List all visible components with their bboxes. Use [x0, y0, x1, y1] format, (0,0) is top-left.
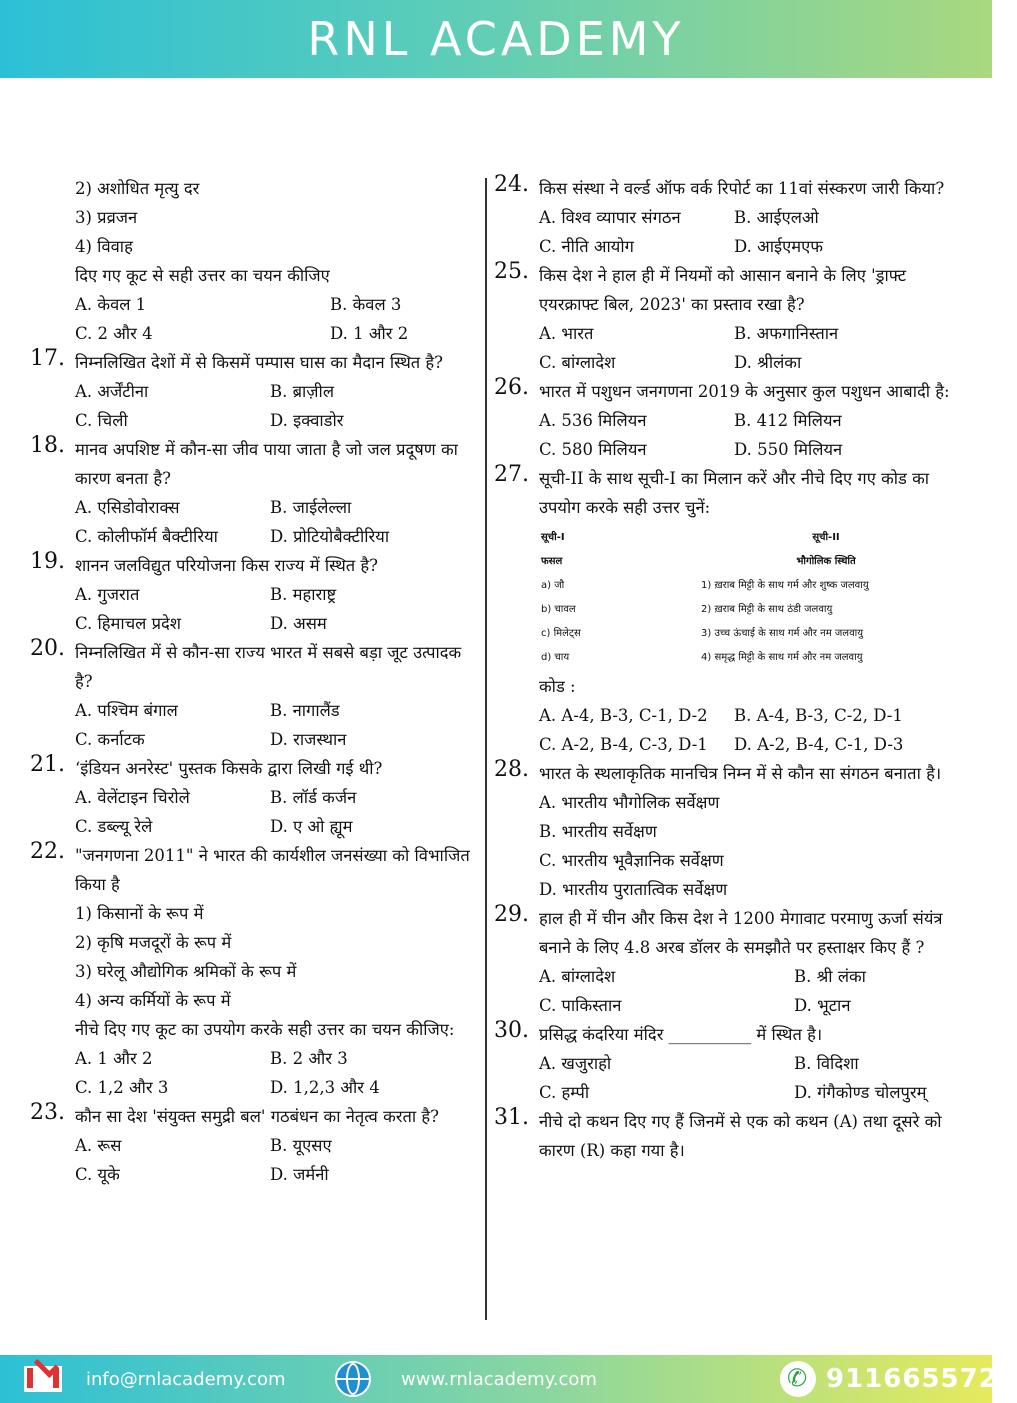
options: [75, 1131, 470, 1189]
question-text: प्रसिद्ध कंदरिया मंदिर __________ में स्थित है।: [539, 1025, 823, 1044]
question-text: शानन जलविद्युत परियोजना किस राज्य में स्थित है?: [75, 556, 379, 575]
question-number: 22.: [30, 839, 65, 864]
question-26: [494, 377, 964, 464]
table-subheader: फसल: [541, 556, 563, 567]
question-19: [30, 551, 470, 638]
question-number: 19.: [30, 549, 65, 574]
cont-line: दिए गए कूट से सही उत्तर का चयन कीजिए: [75, 266, 330, 285]
option: C. हिमाचल प्रदेश: [75, 614, 181, 633]
cont-line: 4) विवाह: [75, 237, 133, 256]
email-contact[interactable]: [24, 1355, 286, 1403]
option: C. 580 मिलियन: [539, 440, 647, 459]
statement: 4) अन्य कर्मियों के रूप में: [75, 991, 231, 1010]
option: B. जाईलेल्ला: [270, 498, 352, 517]
header-banner: [0, 0, 992, 78]
question-number: 23.: [30, 1100, 65, 1125]
question-number: 30.: [494, 1018, 529, 1043]
option: D. भारतीय पुरातात्विक सर्वेक्षण: [539, 880, 728, 899]
options: [539, 203, 964, 261]
options: [75, 493, 470, 551]
options: [75, 783, 470, 841]
question-text: हाल ही में चीन और किस देश ने 1200 मेगावाट परमाणु ऊर्जा संयंत्र बनाने के लिए 4.8 अरब डॉलर के समझौते पर हस्ताक्षर किए हैं ?: [539, 909, 943, 957]
footer-banner: [0, 1355, 1017, 1403]
option: C. यूके: [75, 1165, 120, 1184]
option: A. A-4, B-3, C-1, D-2: [539, 706, 708, 725]
options: [75, 696, 470, 754]
question-text: सूची-II के साथ सूची-I का मिलान करें और नीचे दिए गए कोड का उपयोग करके सही उत्तर चुनें:: [539, 469, 930, 517]
website-contact[interactable]: [335, 1355, 597, 1403]
question-27: [494, 464, 964, 759]
option: D. इक्वाडोर: [270, 411, 344, 430]
table-row: [539, 622, 959, 646]
options: [75, 377, 470, 435]
option: A. भारतीय भौगोलिक सर्वेक्षण: [539, 793, 720, 812]
option: D. 1,2,3 और 4: [270, 1078, 380, 1097]
option: B. यूएसए: [270, 1136, 332, 1155]
question-text: भारत के स्थलाकृतिक मानचित्र निम्न में से कौन सा संगठन बनाता है।: [539, 764, 942, 783]
option: A. भारत: [539, 324, 594, 343]
question-31: [494, 1107, 964, 1165]
question-17: [30, 348, 470, 435]
table-row: [539, 598, 959, 622]
option: B. महाराष्ट्र: [270, 585, 337, 604]
globe-icon: [335, 1361, 371, 1397]
column-divider: [485, 178, 487, 1320]
options: [75, 580, 470, 638]
website-text[interactable]: www.rnlacademy.com: [401, 1368, 597, 1390]
cont-line: 2) अशोधित मृत्यु दर: [75, 179, 200, 198]
option: D. राजस्थान: [270, 730, 347, 749]
option: B. A-4, B-3, C-2, D-1: [734, 706, 903, 725]
cell: 4) समृद्ध मिट्टी के साथ गर्म और नम जलवायु: [701, 652, 863, 663]
option: C. चिली: [75, 411, 128, 430]
option: B. अफगानिस्तान: [734, 324, 839, 343]
question-25: [494, 261, 964, 377]
question-number: 24.: [494, 172, 529, 197]
cell: a) जौ: [541, 580, 565, 591]
q16-continuation: [30, 174, 470, 348]
options: [539, 701, 964, 759]
option: D. A-2, B-4, C-1, D-3: [734, 735, 904, 754]
option: B. आईएलओ: [734, 208, 819, 227]
question-text: किस देश ने हाल ही में नियमों को आसान बनाने के लिए 'ड्राफ्ट एयरक्राफ्ट बिल, 2023' का प्रस्ताव रखा है?: [539, 266, 907, 314]
option: A. केवल 1: [75, 295, 147, 314]
option: D. 1 और 2: [330, 324, 409, 343]
question-text: ‘इंडियन अनरेस्ट' पुस्तक किसके द्वारा लिखी गई थी?: [75, 759, 383, 778]
table-header: सूची-I: [541, 532, 565, 543]
options: [539, 1049, 964, 1107]
question-text: "जनगणना 2011" ने भारत की कार्यशील जनसंख्या को विभाजित किया है: [75, 846, 470, 894]
option: A. अर्जेंटीना: [75, 382, 149, 401]
question-20: [30, 638, 470, 754]
options: [539, 319, 964, 377]
mail-icon: [24, 1366, 62, 1392]
option: D. जर्मनी: [270, 1165, 329, 1184]
question-number: 27.: [494, 462, 529, 487]
statement: 3) घरेलू औद्योगिक श्रमिकों के रूप में: [75, 962, 297, 981]
option: A. 1 और 2: [75, 1049, 153, 1068]
question-30: [494, 1020, 964, 1107]
whatsapp-icon: [780, 1361, 816, 1397]
cell: 3) उच्च ऊंचाई के साथ गर्म और नम जलवायु: [701, 628, 864, 639]
question-number: 25.: [494, 259, 529, 284]
options: [539, 406, 964, 464]
question-number: 17.: [30, 346, 65, 371]
option: B. नागालैंड: [270, 701, 340, 720]
options: [75, 1044, 470, 1102]
question-number: 20.: [30, 636, 65, 661]
cont-line: 3) प्रव्रजन: [75, 208, 138, 227]
option: D. श्रीलंका: [734, 353, 802, 372]
option: B. ब्राज़ील: [270, 382, 335, 401]
cell: b) चावल: [541, 604, 576, 615]
option: A. पश्चिम बंगाल: [75, 701, 178, 720]
table-row: [539, 646, 959, 670]
page-title: RNL ACADEMY: [307, 12, 685, 66]
question-number: 29.: [494, 902, 529, 927]
option: D. प्रोटियोबैक्टीरिया: [270, 527, 390, 546]
phone-contact[interactable]: [780, 1355, 1017, 1403]
option: A. रूस: [75, 1136, 122, 1155]
statement: 2) कृषि मजदूरों के रूप में: [75, 933, 232, 952]
table-subheader: भौगोलिक स्थिति: [796, 556, 856, 567]
question-text: नीचे दो कथन दिए गए हैं जिनमें से एक को कथन (A) तथा दूसरे को कारण (R) कहा गया है।: [539, 1112, 942, 1160]
question-number: 28.: [494, 757, 529, 782]
email-text[interactable]: info@rnlacademy.com: [86, 1368, 286, 1390]
option: C. 1,2 और 3: [75, 1078, 169, 1097]
option: A. खजुराहो: [539, 1054, 612, 1073]
option: B. विदिशा: [794, 1054, 859, 1073]
option: C. A-2, B-4, C-3, D-1: [539, 735, 708, 754]
statement: 1) किसानों के रूप में: [75, 904, 204, 923]
match-table: [539, 526, 959, 670]
option: B. 412 मिलियन: [734, 411, 842, 430]
option: D. भूटान: [794, 996, 851, 1015]
option: C. 2 और 4: [75, 324, 153, 343]
cell: c) मिलेट्स: [541, 628, 581, 639]
right-column: [494, 174, 964, 1165]
option: A. वेलेंटाइन चिरोले: [75, 788, 190, 807]
left-column: [30, 174, 470, 1189]
option: A. गुजरात: [75, 585, 140, 604]
question-number: 31.: [494, 1105, 529, 1130]
cell: 1) ख़राब मिट्टी के साथ गर्म और शुष्क जलवायु: [701, 580, 869, 591]
option: A. एसिडोवोराक्स: [75, 498, 180, 517]
table-row: [539, 574, 959, 598]
option: C. नीति आयोग: [539, 237, 634, 256]
option: C. कर्नाटक: [75, 730, 145, 749]
option: D. असम: [270, 614, 327, 633]
question-number: 18.: [30, 433, 65, 458]
question-text: निम्नलिखित में से कौन-सा राज्य भारत में सबसे बड़ा जूट उत्पादक है?: [75, 643, 462, 691]
option: C. बांग्लादेश: [539, 353, 616, 372]
question-29: [494, 904, 964, 1020]
option: B. 2 और 3: [270, 1049, 348, 1068]
question-text: कौन सा देश 'संयुक्त समुद्री बल' गठबंधन का नेतृत्व करता है?: [75, 1107, 440, 1126]
option: B. लॉर्ड कर्जन: [270, 788, 357, 807]
question-text: भारत में पशुधन जनगणना 2019 के अनुसार कुल पशुधन आबादी है:: [539, 382, 950, 401]
option: D. 550 मिलियन: [734, 440, 843, 459]
option: B. केवल 3: [330, 295, 402, 314]
question-text: किस संस्था ने वर्ल्ड ऑफ वर्क रिपोर्ट का 11वां संस्करण जारी किया?: [539, 179, 945, 198]
option: C. पाकिस्तान: [539, 996, 622, 1015]
question-18: [30, 435, 470, 551]
question-21: [30, 754, 470, 841]
option: D. गंगैकोण्ड चोलपुरम्: [794, 1083, 927, 1102]
phone-text[interactable]: 9116655723: [826, 1364, 1017, 1394]
question-22: [30, 841, 470, 1102]
question-number: 26.: [494, 375, 529, 400]
question-24: [494, 174, 964, 261]
option: D. आईएमएफ: [734, 237, 823, 256]
options: [539, 962, 964, 1020]
question-28: [494, 759, 964, 904]
cell: d) चाय: [541, 652, 570, 663]
option: C. हम्पी: [539, 1083, 590, 1102]
option: A. बांग्लादेश: [539, 967, 616, 986]
code-label: कोड :: [539, 677, 576, 696]
option: C. कोलीफॉर्म बैक्टीरिया: [75, 527, 218, 546]
question-number: 21.: [30, 752, 65, 777]
table-header: सूची-II: [812, 532, 840, 543]
options: [75, 290, 470, 348]
question-text: मानव अपशिष्ट में कौन-सा जीव पाया जाता है जो जल प्रदूषण का कारण बनता है?: [75, 440, 458, 488]
question-text: निम्नलिखित देशों में से किसमें पम्पास घास का मैदान स्थित है?: [75, 353, 444, 372]
option: B. श्री लंका: [794, 967, 866, 986]
option: A. विश्व व्यापार संगठन: [539, 208, 681, 227]
option: A. 536 मिलियन: [539, 411, 647, 430]
cell: 2) ख़राब मिट्टी के साथ ठंडी जलवायु: [701, 604, 833, 615]
option: C. भारतीय भूवैज्ञानिक सर्वेक्षण: [539, 851, 724, 870]
option: D. ए ओ ह्यूम: [270, 817, 353, 836]
option: B. भारतीय सर्वेक्षण: [539, 822, 657, 841]
instruction: नीचे दिए गए कूट का उपयोग करके सही उत्तर का चयन कीजिए:: [75, 1020, 455, 1039]
option: C. डब्ल्यू रेले: [75, 817, 153, 836]
question-23: [30, 1102, 470, 1189]
